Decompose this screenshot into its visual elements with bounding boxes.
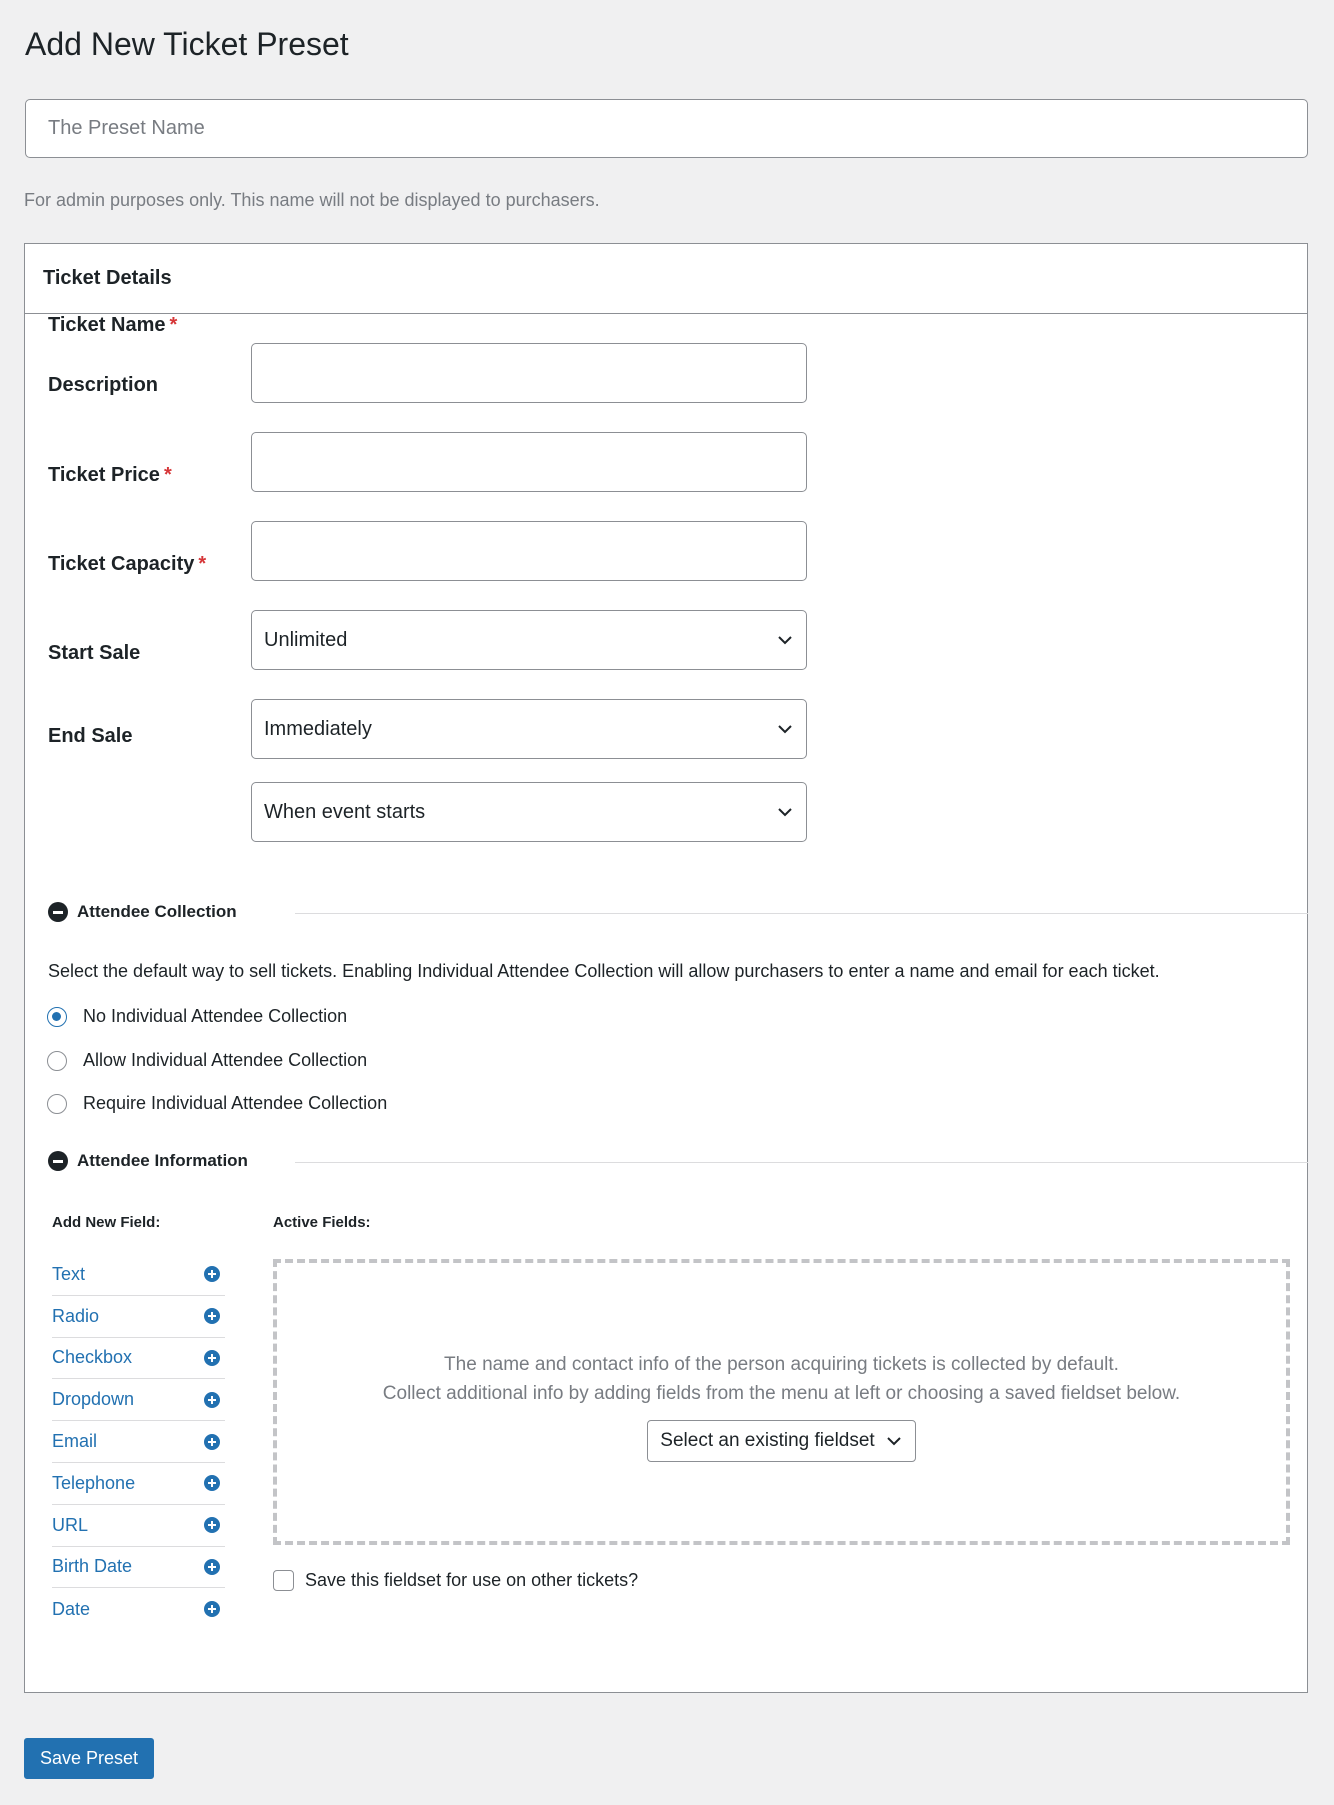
end-sale-label-text: End Sale bbox=[48, 725, 133, 747]
plus-circle-icon[interactable] bbox=[204, 1434, 220, 1450]
field-type-label: Email bbox=[52, 1431, 98, 1452]
minus-circle-icon bbox=[48, 1151, 68, 1171]
radio-button[interactable] bbox=[47, 1051, 67, 1071]
add-field-date[interactable] bbox=[52, 1588, 225, 1630]
attendee-information-title: Attendee Information bbox=[77, 1151, 248, 1170]
page-title: Add New Ticket Preset bbox=[25, 26, 349, 62]
start-sale-label-text: Start Sale bbox=[48, 642, 141, 664]
end-sale-value: When event starts bbox=[264, 800, 426, 823]
active-fields-label: Active Fields: bbox=[273, 1214, 371, 1231]
required-mark: * bbox=[198, 553, 207, 575]
end-sale-label bbox=[48, 725, 132, 748]
field-type-label: URL bbox=[52, 1514, 89, 1535]
description-label bbox=[48, 374, 158, 397]
add-field-birth-date[interactable] bbox=[52, 1547, 225, 1589]
panel-title: Ticket Details bbox=[25, 244, 1307, 314]
end-sale-select[interactable] bbox=[251, 782, 807, 842]
description-input[interactable] bbox=[251, 432, 807, 492]
dropzone-text-line1: The name and contact info of the person acquiring tickets is collected by default. bbox=[444, 1354, 1119, 1375]
chevron-down-icon bbox=[776, 720, 794, 738]
ticket-capacity-value: Unlimited bbox=[264, 628, 348, 651]
field-type-label: Telephone bbox=[52, 1472, 136, 1493]
radio-option-allow-collection[interactable] bbox=[47, 1050, 367, 1071]
required-mark: * bbox=[169, 314, 178, 336]
attendee-collection-toggle[interactable] bbox=[48, 902, 237, 922]
section-divider bbox=[295, 913, 1308, 914]
save-fieldset-label: Save this fieldset for use on other tickets? bbox=[305, 1570, 639, 1590]
fieldset-select-value: Select an existing fieldset bbox=[660, 1430, 875, 1451]
start-sale-value: Immediately bbox=[264, 717, 372, 740]
plus-circle-icon[interactable] bbox=[204, 1475, 220, 1491]
add-field-checkbox[interactable] bbox=[52, 1338, 225, 1380]
attendee-collection-title: Attendee Collection bbox=[77, 902, 237, 921]
plus-circle-icon[interactable] bbox=[204, 1266, 220, 1282]
ticket-name-label bbox=[48, 314, 177, 337]
required-mark: * bbox=[163, 464, 172, 486]
add-field-text[interactable] bbox=[52, 1254, 225, 1296]
field-type-label: Text bbox=[52, 1263, 86, 1284]
add-new-field-label: Add New Field: bbox=[52, 1214, 161, 1231]
add-field-radio[interactable] bbox=[52, 1296, 225, 1338]
save-preset-button[interactable]: Save Preset bbox=[24, 1738, 154, 1779]
field-type-list bbox=[52, 1254, 225, 1630]
plus-circle-icon[interactable] bbox=[204, 1517, 220, 1533]
radio-button[interactable] bbox=[47, 1007, 67, 1027]
radio-label: Allow Individual Attendee Collection bbox=[83, 1050, 368, 1070]
field-type-label: Birth Date bbox=[52, 1556, 133, 1577]
plus-circle-icon[interactable] bbox=[204, 1559, 220, 1575]
minus-circle-icon bbox=[48, 902, 68, 922]
ticket-price-label bbox=[48, 464, 172, 487]
description-label-text: Description bbox=[48, 374, 159, 396]
save-fieldset-checkbox[interactable] bbox=[273, 1570, 294, 1591]
active-fields-dropzone[interactable] bbox=[273, 1259, 1290, 1545]
field-type-label: Radio bbox=[52, 1305, 100, 1326]
add-field-dropdown[interactable] bbox=[52, 1379, 225, 1421]
ticket-name-label-text: Ticket Name bbox=[48, 314, 166, 336]
radio-label: Require Individual Attendee Collection bbox=[83, 1093, 388, 1113]
field-type-label: Date bbox=[52, 1598, 91, 1619]
radio-option-no-collection[interactable] bbox=[47, 1006, 347, 1027]
start-sale-select[interactable] bbox=[251, 699, 807, 759]
attendee-information-toggle[interactable] bbox=[48, 1151, 248, 1171]
ticket-price-label-text: Ticket Price bbox=[48, 464, 160, 486]
section-divider bbox=[295, 1162, 1308, 1163]
add-field-url[interactable] bbox=[52, 1505, 225, 1547]
field-type-label: Checkbox bbox=[52, 1347, 133, 1368]
radio-option-require-collection[interactable] bbox=[47, 1093, 387, 1114]
ticket-price-input[interactable] bbox=[251, 521, 807, 581]
dropzone-text-line2: Collect additional info by adding fields from the menu at left or choosing a saved fieldset below. bbox=[382, 1383, 1181, 1404]
radio-button[interactable] bbox=[47, 1094, 67, 1114]
add-field-email[interactable] bbox=[52, 1421, 225, 1463]
preset-name-help: For admin purposes only. This name will not be displayed to purchasers. bbox=[24, 190, 600, 210]
fieldset-select[interactable] bbox=[647, 1420, 915, 1462]
preset-name-input[interactable] bbox=[25, 99, 1308, 158]
plus-circle-icon[interactable] bbox=[204, 1601, 220, 1617]
plus-circle-icon[interactable] bbox=[204, 1308, 220, 1324]
chevron-down-icon bbox=[885, 1432, 903, 1450]
plus-circle-icon[interactable] bbox=[204, 1350, 220, 1366]
field-type-label: Dropdown bbox=[52, 1389, 135, 1410]
ticket-capacity-label bbox=[48, 553, 206, 576]
ticket-capacity-label-text: Ticket Capacity bbox=[48, 553, 195, 575]
radio-label: No Individual Attendee Collection bbox=[83, 1006, 348, 1026]
ticket-capacity-select[interactable] bbox=[251, 610, 807, 670]
add-field-telephone[interactable] bbox=[52, 1463, 225, 1505]
chevron-down-icon bbox=[776, 803, 794, 821]
chevron-down-icon bbox=[776, 631, 794, 649]
ticket-name-input[interactable] bbox=[251, 343, 807, 403]
start-sale-label bbox=[48, 642, 140, 665]
ticket-details-panel bbox=[24, 243, 1308, 1693]
plus-circle-icon[interactable] bbox=[204, 1392, 220, 1408]
save-fieldset-option[interactable] bbox=[273, 1570, 638, 1591]
attendee-collection-description: Select the default way to sell tickets. Enabling Individual Attendee Collection will allow purchasers to enter a name and email for each ticket. bbox=[48, 961, 1160, 981]
